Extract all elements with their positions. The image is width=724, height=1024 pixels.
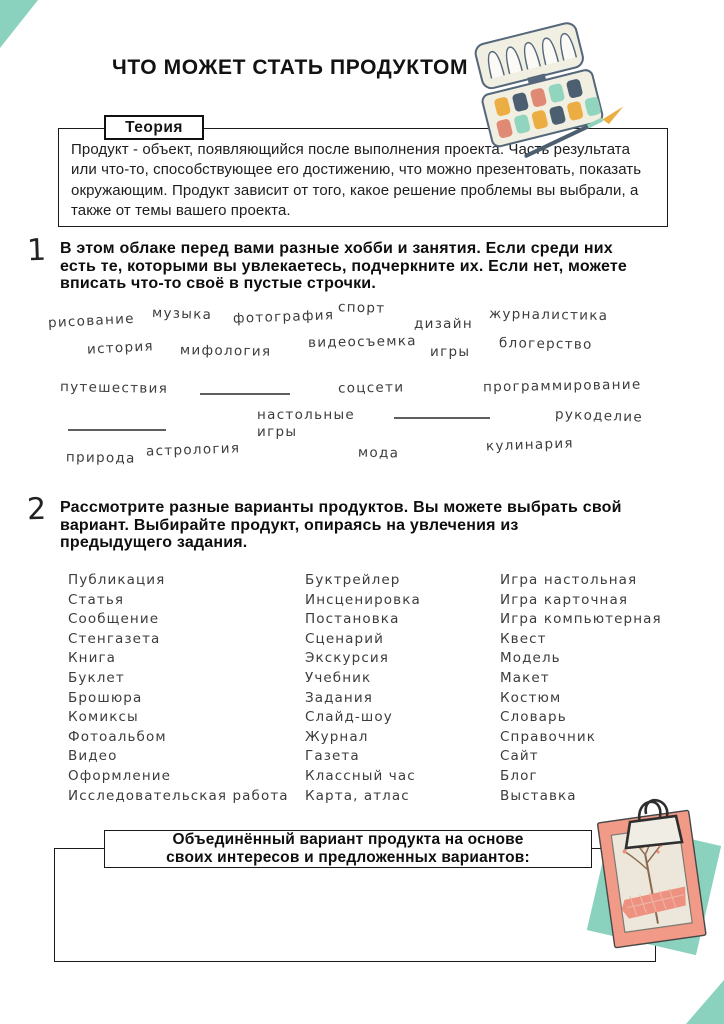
product-item: Стенгазета (68, 630, 161, 647)
product-item: Книга (68, 650, 117, 667)
product-item: Игра карточная (500, 591, 629, 608)
cloud-word: астрология (145, 440, 241, 460)
product-item: Оформление (68, 767, 172, 784)
product-item: Инсценировка (305, 591, 421, 608)
product-item: Задания (305, 689, 373, 706)
page-title: ЧТО МОЖЕТ СТАТЬ ПРОДУКТОМ (112, 56, 469, 79)
product-item: Квест (500, 630, 547, 647)
watercolor-palette-icon (452, 14, 638, 164)
corner-triangle-icon (0, 0, 38, 48)
product-item: Классный час (305, 767, 416, 784)
product-item: Статья (68, 591, 125, 608)
clipboard-icon (572, 796, 724, 974)
cloud-word: рисование (47, 310, 136, 332)
product-item: Выставка (500, 787, 577, 804)
product-item: Словарь (500, 709, 567, 726)
product-item: Журнал (305, 728, 369, 745)
cloud-word: игры (430, 344, 471, 360)
cloud-word: мода (357, 444, 400, 462)
product-column-3 (500, 571, 662, 806)
product-item: Видео (68, 748, 118, 765)
product-item: Газета (305, 748, 360, 765)
cloud-word: спорт (337, 299, 386, 317)
cloud-word: история (86, 338, 155, 358)
corner-triangle-icon (686, 980, 724, 1024)
product-item: Публикация (68, 572, 166, 588)
blank-write-line (394, 417, 490, 419)
product-item: Игра компьютерная (500, 611, 662, 628)
product-item: Модель (500, 650, 561, 667)
cloud-word: дизайн (414, 316, 473, 332)
blank-write-line (68, 429, 166, 431)
theory-label: Теория (104, 115, 204, 140)
product-item: Сообщение (68, 611, 160, 628)
product-item: Сценарий (305, 630, 384, 647)
product-column-1 (68, 571, 289, 806)
product-item: Слайд-шоу (305, 709, 393, 726)
cloud-word: природа (65, 449, 136, 467)
product-item: Учебник (305, 669, 372, 686)
cloud-word: программирование (482, 376, 642, 396)
product-item: Буклет (68, 669, 125, 686)
cloud-word: мифология (179, 342, 272, 360)
product-item: Карта, атлас (305, 787, 410, 804)
cloud-word: видеосъемка (307, 333, 417, 351)
product-item: Справочник (500, 728, 597, 745)
product-item: Буктрейлер (305, 572, 401, 588)
cloud-word: блогерство (498, 335, 593, 353)
cloud-word: настольные игры (257, 407, 356, 440)
product-item: Комиксы (68, 709, 139, 726)
section2-number: 2 (26, 491, 47, 528)
cloud-word: журналистика (488, 305, 609, 325)
section2-instruction: Рассмотрите разные варианты продуктов. Вы можете выбрать свой вариант. Выбирайте продукт, опираясь на увлечения из предыдущего задания. (60, 499, 622, 552)
answer-box-title (104, 830, 592, 868)
product-item: Игра настольная (500, 572, 638, 588)
product-item: Брошюра (68, 689, 143, 706)
cloud-word: соцсети (337, 379, 405, 397)
cloud-word: музыка (151, 304, 213, 324)
cloud-word: путешествия (59, 379, 169, 397)
theory-text: Продукт - объект, появляющийся после выполнения проекта. Часть результата или что-то, способствующее его достижению, что можно презентовать, показать окружающим. Продукт зависит от того, какое решение проблемы вы выбрали, а также от темы вашего проекта. (71, 141, 642, 220)
product-item: Сайт (500, 748, 539, 765)
cloud-word: фотография (232, 307, 335, 327)
product-item: Постановка (305, 611, 400, 628)
section1-instruction: В этом облаке перед вами разные хобби и занятия. Если среди них есть те, которыми вы увлекаетесь, подчеркните их. Если нет, можете вписать что-то своё в пустые строчки. (60, 240, 628, 293)
product-item: Макет (500, 669, 550, 686)
product-column-2 (305, 571, 421, 806)
product-item: Блог (500, 767, 538, 784)
product-item: Экскурсия (305, 650, 389, 667)
product-item: Исследовательская работа (68, 787, 289, 804)
section1-number: 1 (26, 232, 47, 269)
product-item: Костюм (500, 689, 562, 706)
blank-write-line (200, 393, 290, 395)
product-item: Фотоальбом (68, 728, 167, 745)
cloud-word: кулинария (485, 435, 575, 455)
cloud-word: рукоделие (554, 406, 644, 426)
answer-box-title-text: Объединённый вариант продукта на основе своих интересов и предложенных вариантов: (166, 831, 530, 866)
